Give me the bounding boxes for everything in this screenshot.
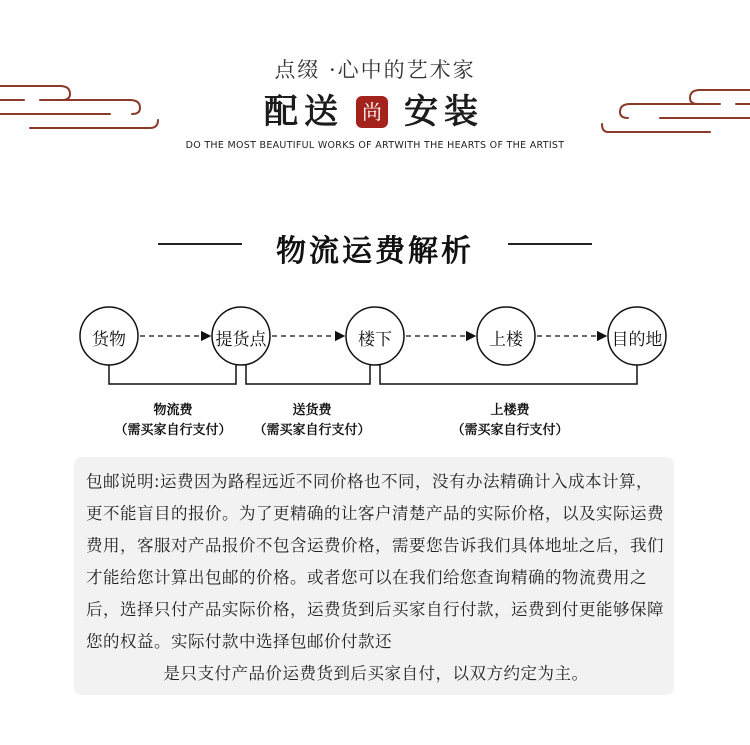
cost-upstairs-note: （需买家自行支付） <box>451 423 569 438</box>
shipping-info-text <box>86 466 666 690</box>
shipping-info-body: 包邮说明:运费因为路程远近不同价格也不同，没有办法精确计入成本计算，更不能盲目的报价。为了更精确的让客户清楚产品的实际价格，以及实际运费费用，客服对产品报价不包含运费价格，需要您告诉我们具体地址之后，我们才能给您计算出包邮的价格。或者您可以在我们给您查询精确的物流费用之后，选择只付产品实际价格，运费货到后买家自行付款，运费到付更能够保障您的权益。实际付款中选择包邮价付款还 <box>86 472 664 651</box>
section-title: 物流运费解析 <box>276 234 474 269</box>
bracket-delivery <box>246 365 370 384</box>
cost-upstairs-name: 上楼费 <box>490 403 530 418</box>
shipping-info-last-line: 是只支付产品价运费货到后买家自付，以双方约定为主。 <box>163 664 589 683</box>
node-downstairs: 楼下 <box>358 330 392 350</box>
node-destination: 目的地 <box>611 330 663 350</box>
motto-delivery: 配送 <box>264 92 344 132</box>
node-goods: 货物 <box>92 330 126 350</box>
bracket-upstairs <box>380 365 637 384</box>
cost-delivery-note: （需买家自行支付） <box>253 423 371 438</box>
bracket-logistics <box>109 365 236 384</box>
seal-text: 尚 <box>362 100 382 124</box>
cost-delivery-name: 送货费 <box>292 403 332 418</box>
header-subtitle: DO THE MOST BEAUTIFUL WORKS OF ARTWITH THE HEARTS OF THE ARTIST <box>185 140 565 151</box>
header-tagline: 点缀 ·心中的艺术家 <box>274 58 476 82</box>
node-pickup-point: 提货点 <box>215 330 267 350</box>
node-upstairs: 上楼 <box>489 330 523 350</box>
motto-installation: 安装 <box>404 92 484 132</box>
cost-logistics-note: （需买家自行支付） <box>114 423 232 438</box>
cost-logistics-name: 物流费 <box>153 403 193 418</box>
